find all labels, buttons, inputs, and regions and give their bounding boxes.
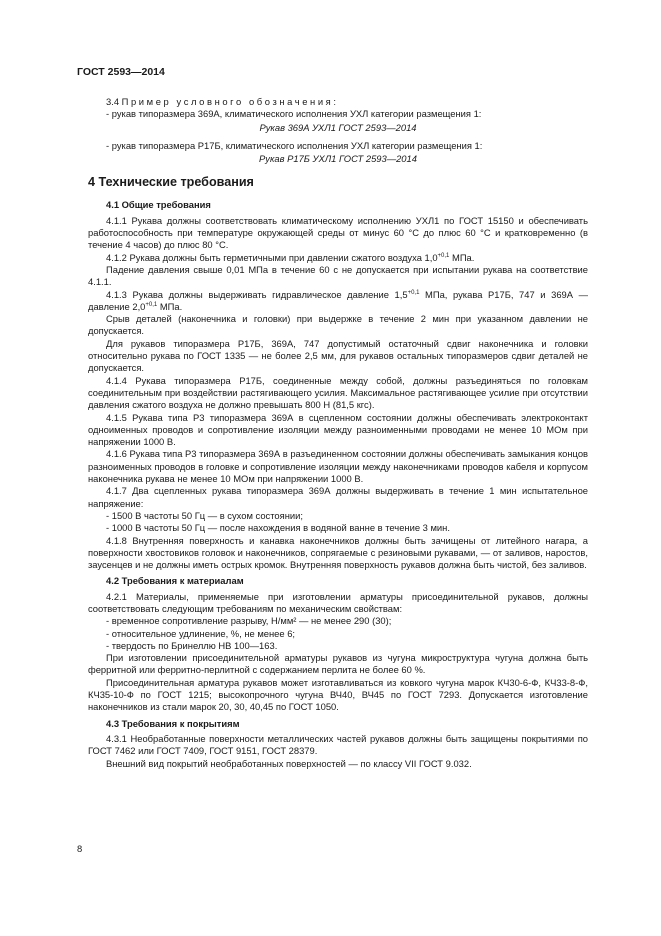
clause-4-1-1: 4.1.1 Рукава должны соответствовать климатическому исполнению УХЛ1 по ГОСТ 15150 и обеспечивать работоспособность при температуре окружающей среды от минус 60 °С до плюс 60 °С и кратковременно (в течение 4 часов) до плюс 80 °С. — [88, 214, 588, 251]
subsection-4-3-heading: 4.3 Требования к покрытиям — [106, 717, 240, 729]
clause-4-1-4: 4.1.4 Рукава типоразмера Р17Б, соединенные между собой, должны разъединяться по головкам соединительным при воздействии растягивающего усилия. Максимальное растягивающее усилие при отсутствии давления сжатого воздуха не должно превышать 800 Н (81,5 кгс). — [88, 374, 588, 411]
text-part: 4.1.3 Рукава должны выдерживать гидравлическое давление 1,5 — [106, 288, 408, 300]
clause-title-spaced: Пример условного обозначения: — [121, 96, 339, 107]
text-part: МПа, рукава Р17Б, 747 и 369А — давление 2,0 — [88, 288, 589, 312]
clause-4-1-6: 4.1.6 Рукава типа Р3 типоразмера 369А в разъединенном состоянии должны обеспечивать замыкания концов разноименных проводов в головке и сопротивление изоляции между наконечниками проводов кабеля и корпусом наконечника рукава не менее 10 МОм при напряжении 1000 В. — [88, 448, 589, 485]
list-item: - твердость по Бринеллю НВ 100—163. — [106, 639, 278, 651]
tolerance-sup: +0,1 — [407, 289, 420, 296]
text-part: МПа. — [157, 300, 183, 312]
running-header: ГОСТ 2593—2014 — [77, 66, 165, 78]
tolerance-sup: +0,1 — [437, 252, 450, 259]
list-item: - 1500 В частоты 50 Гц — в сухом состоянии; — [106, 509, 303, 521]
example-1-code: Рукав 369А УХЛ1 ГОСТ 2593—2014 — [259, 121, 417, 133]
subsection-4-1-heading: 4.1 Общие требования — [106, 199, 211, 211]
clause-4-2-1: 4.2.1 Материалы, применяемые при изготовлении арматуры присоединительной рукавов, должны соответствовать следующим требованиям по механическим свойствам: — [88, 590, 588, 614]
subsection-4-2-heading: 4.2 Требования к материалам — [106, 575, 244, 587]
text-part: 4.1.2 Рукава должны быть герметичными при давлении сжатого воздуха 1,0 — [106, 251, 438, 263]
example-1-text: - рукав типоразмера 369А, климатического исполнения УХЛ категории размещения 1: — [106, 108, 482, 120]
text-part: МПа. — [449, 251, 475, 263]
tolerance-sup: +0,1 — [145, 301, 158, 308]
example-2-text: - рукав типоразмера Р17Б, климатического исполнения УХЛ категории размещения 1: — [106, 139, 483, 151]
clause-4-3-1: 4.3.1 Необработанные поверхности металлических частей рукавов должны быть защищены покрытиями по ГОСТ 7462 или ГОСТ 7409, ГОСТ 9151, ГОСТ 28379. — [88, 732, 588, 757]
list-item: - относительное удлинение, %, не менее 6; — [106, 627, 296, 639]
page-number: 8 — [77, 843, 83, 854]
clause-4-1-2-para: Падение давления свыше 0,01 МПа в течение 60 с не допускается при испытании рукава на соответствие 4.1.1. — [88, 263, 588, 288]
clause-number: 3.4 — [106, 96, 120, 107]
page-body — [88, 96, 588, 770]
clause-4-2-1-para-3: Присоединительная арматура рукавов может изготавливаться из ковкого чугуна марок КЧ30-6-Ф, КЧ33-8-Ф, КЧ35-10-Ф по ГОСТ 1215; высокопрочного чугуна ВЧ40, ВЧ45 по ГОСТ 7293. Допускается изготовление наконечников из стали марок 20, 30, 40,45 по ГОСТ 1050. — [88, 676, 588, 713]
example-2-code: Рукав Р17Б УХЛ1 ГОСТ 2593—2014 — [259, 153, 417, 165]
clause-4-1-8: 4.1.8 Внутренняя поверхность и канавка наконечников должны быть зачищены от литейного нагара, а поверхности хвостовиков головок и наконечников, сопрягаемые с резиновыми рукавами, — от заливов, наростов, заусенцев и не должны иметь острых кромок. Внутренняя поверхность рукавов должна быть чистой, без заливов. — [88, 534, 588, 571]
list-item: - временное сопротивление разрыву, Н/мм² — не менее 290 (30); — [106, 615, 392, 627]
clause-4-3-1-para-2: Внешний вид покрытий необработанных поверхностей — по классу VII ГОСТ 9.032. — [106, 757, 472, 769]
clause-4-1-3 — [88, 289, 588, 314]
clause-4-1-3-para-2: Срыв деталей (наконечника и головки) при выдержке в течение 2 мин при указанном давлении не допускается. — [88, 313, 588, 337]
clause-4-1-3-para-3: Для рукавов типоразмера Р17Б, 369А, 747 допустимый остаточный сдвиг наконечника и головки относительно рукава по ГОСТ 1335 — не более 2,5 мм, для рукавов остальных типоразмеров сдвиг деталей не допускается. — [88, 337, 588, 374]
clause-4-1-5: 4.1.5 Рукава типа Р3 типоразмера 369А в сцепленном состоянии должны обеспечивать электроконтакт одноименных проводов и сопротивление изоляции между разноименными проводами не менее 10 МОм при напряжении 1000 В. — [88, 411, 588, 448]
clause-4-2-1-para-2: При изготовлении присоединительной арматуры рукавов из чугуна микроструктура чугуна должна быть ферритной или ферритно-перлитной с содержанием перлита не более 60 %. — [88, 652, 588, 676]
clause-4-1-7: 4.1.7 Два сцепленных рукава типоразмера 369А должны выдерживать в течение 1 мин испытательное напряжение: — [88, 485, 588, 509]
clause-3-4-title — [88, 96, 588, 108]
clause-4-1-2 — [88, 252, 588, 264]
list-item: - 1000 В частоты 50 Гц — после нахождения в водяной ванне в течение 3 мин. — [106, 522, 450, 534]
section-4-heading: 4 Технические требования — [88, 175, 254, 190]
